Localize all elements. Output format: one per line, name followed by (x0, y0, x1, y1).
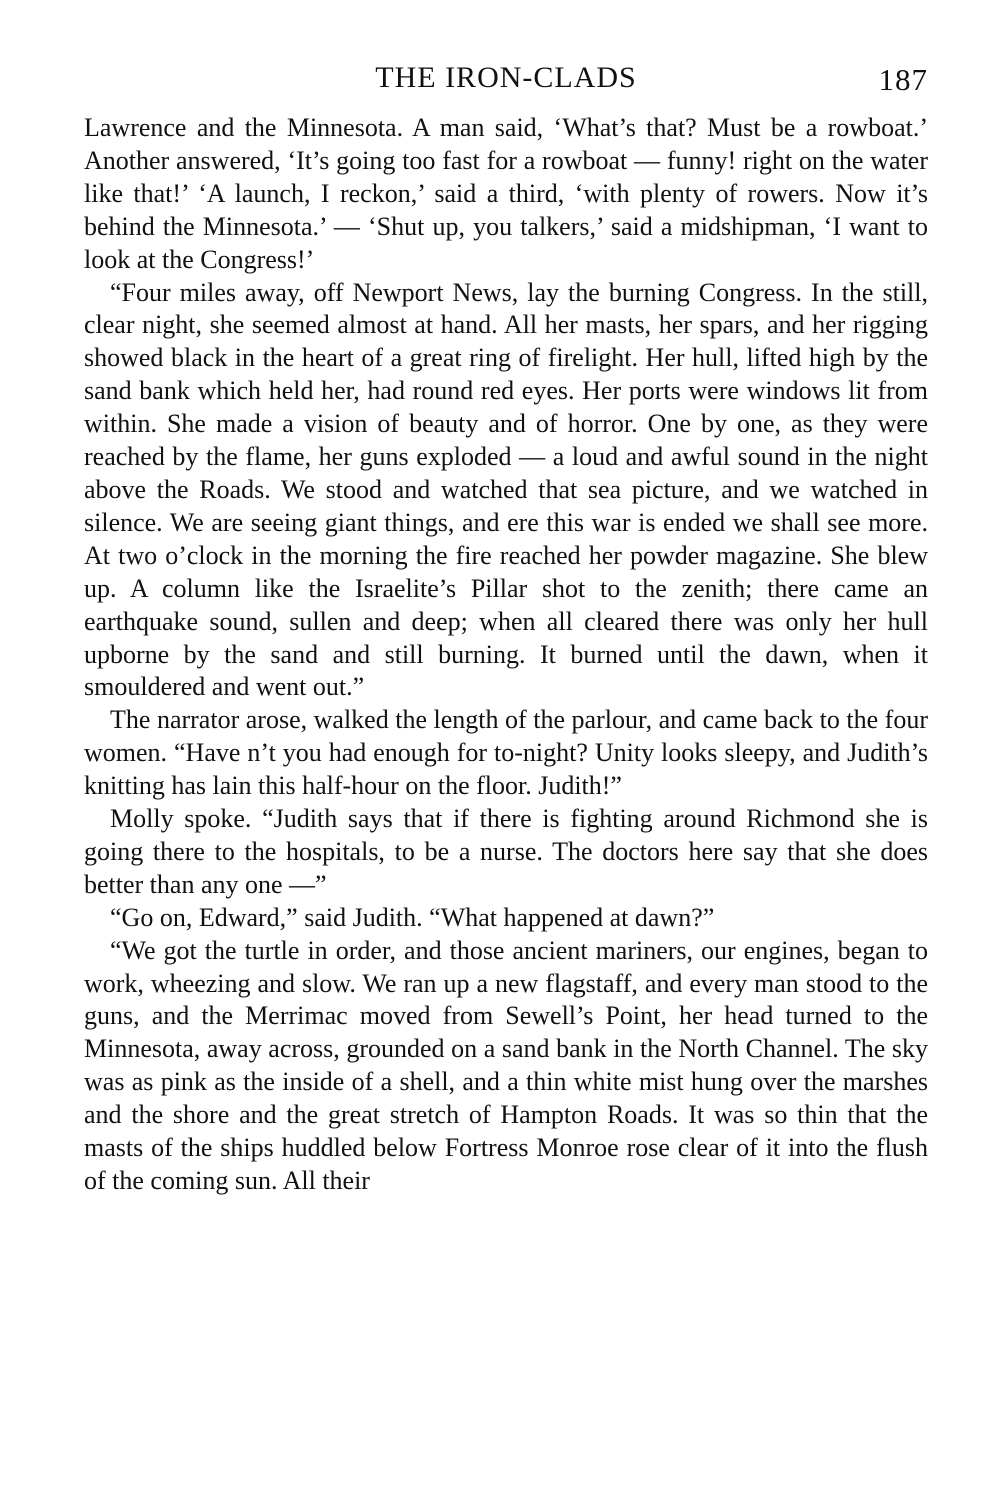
book-page (84, 58, 928, 1198)
page-number: 187 (878, 62, 928, 97)
body-text (84, 112, 928, 1198)
paragraph-burning-congress: “Four miles away, off Newport News, lay the burning Congress. In the still, clear night, she seemed almost at hand. All her masts, her spars, and her rigging showed black in the heart of a great ring of firelight. Her hull, lifted high by the sand bank which held her, had round red eyes. Her ports were windows lit from within. She made a vision of beauty and of horror. One by one, as they were reached by the flame, her guns exploded — a loud and awful sound in the night above the Roads. We stood and watched that sea picture, and we watched in silence. We are seeing giant things, and ere this war is ended we shall see more. At two o’clock in the morning the fire reached her powder magazine. She blew up. A column like the Israelite’s Pillar shot to the zenith; there came an earthquake sound, sullen and deep; when all cleared there was only her hull upborne by the sand and still burning. It burned until the dawn, when it smouldered and went out.” (84, 277, 928, 702)
paragraph-dawn-account: “We got the turtle in order, and those ancient mariners, our engines, began to work, wheezing and slow. We ran up a new flagstaff, and every man stood to the guns, and the Merrimac moved from Sewell’s Point, her head turned to the Minnesota, away across, grounded on a sand bank in the North Channel. The sky was as pink as the inside of a shell, and a thin white mist hung over the marshes and the shore and the great stretch of Hampton Roads. It was so thin that the masts of the ships huddled below Fortress Monroe rose clear of it into the flush of the coming sun. All their (84, 935, 928, 1195)
paragraph-judith-asks: “Go on, Edward,” said Judith. “What happened at dawn?” (110, 902, 715, 932)
paragraph-molly-spoke: Molly spoke. “Judith says that if there is fighting around Richmond she is going there to the hospitals, to be a nurse. The doctors here say that she does better than any one —” (84, 804, 928, 899)
paragraph-continuation: Lawrence and the Minnesota. A man said, ‘What’s that? Must be a rowboat.’ Another answered, ‘It’s going too fast for a rowboat — funny! right on the water like that!’ ‘A launch, I reckon,’ said a third, ‘with plenty of rowers. Now it’s behind the Minnesota.’ — ‘Shut up, you talkers,’ said a midshipman, ‘I want to look at the Congress!’ (84, 113, 928, 274)
running-head (84, 58, 928, 102)
running-title: THE IRON-CLADS (375, 61, 637, 94)
paragraph-narrator-arose: The narrator arose, walked the length of the parlour, and came back to the four women. “Have n’t you had enough for to-night? Unity looks sleepy, and Judith’s knitting has lain this half-hour on the floor. Judith!” (84, 705, 928, 801)
